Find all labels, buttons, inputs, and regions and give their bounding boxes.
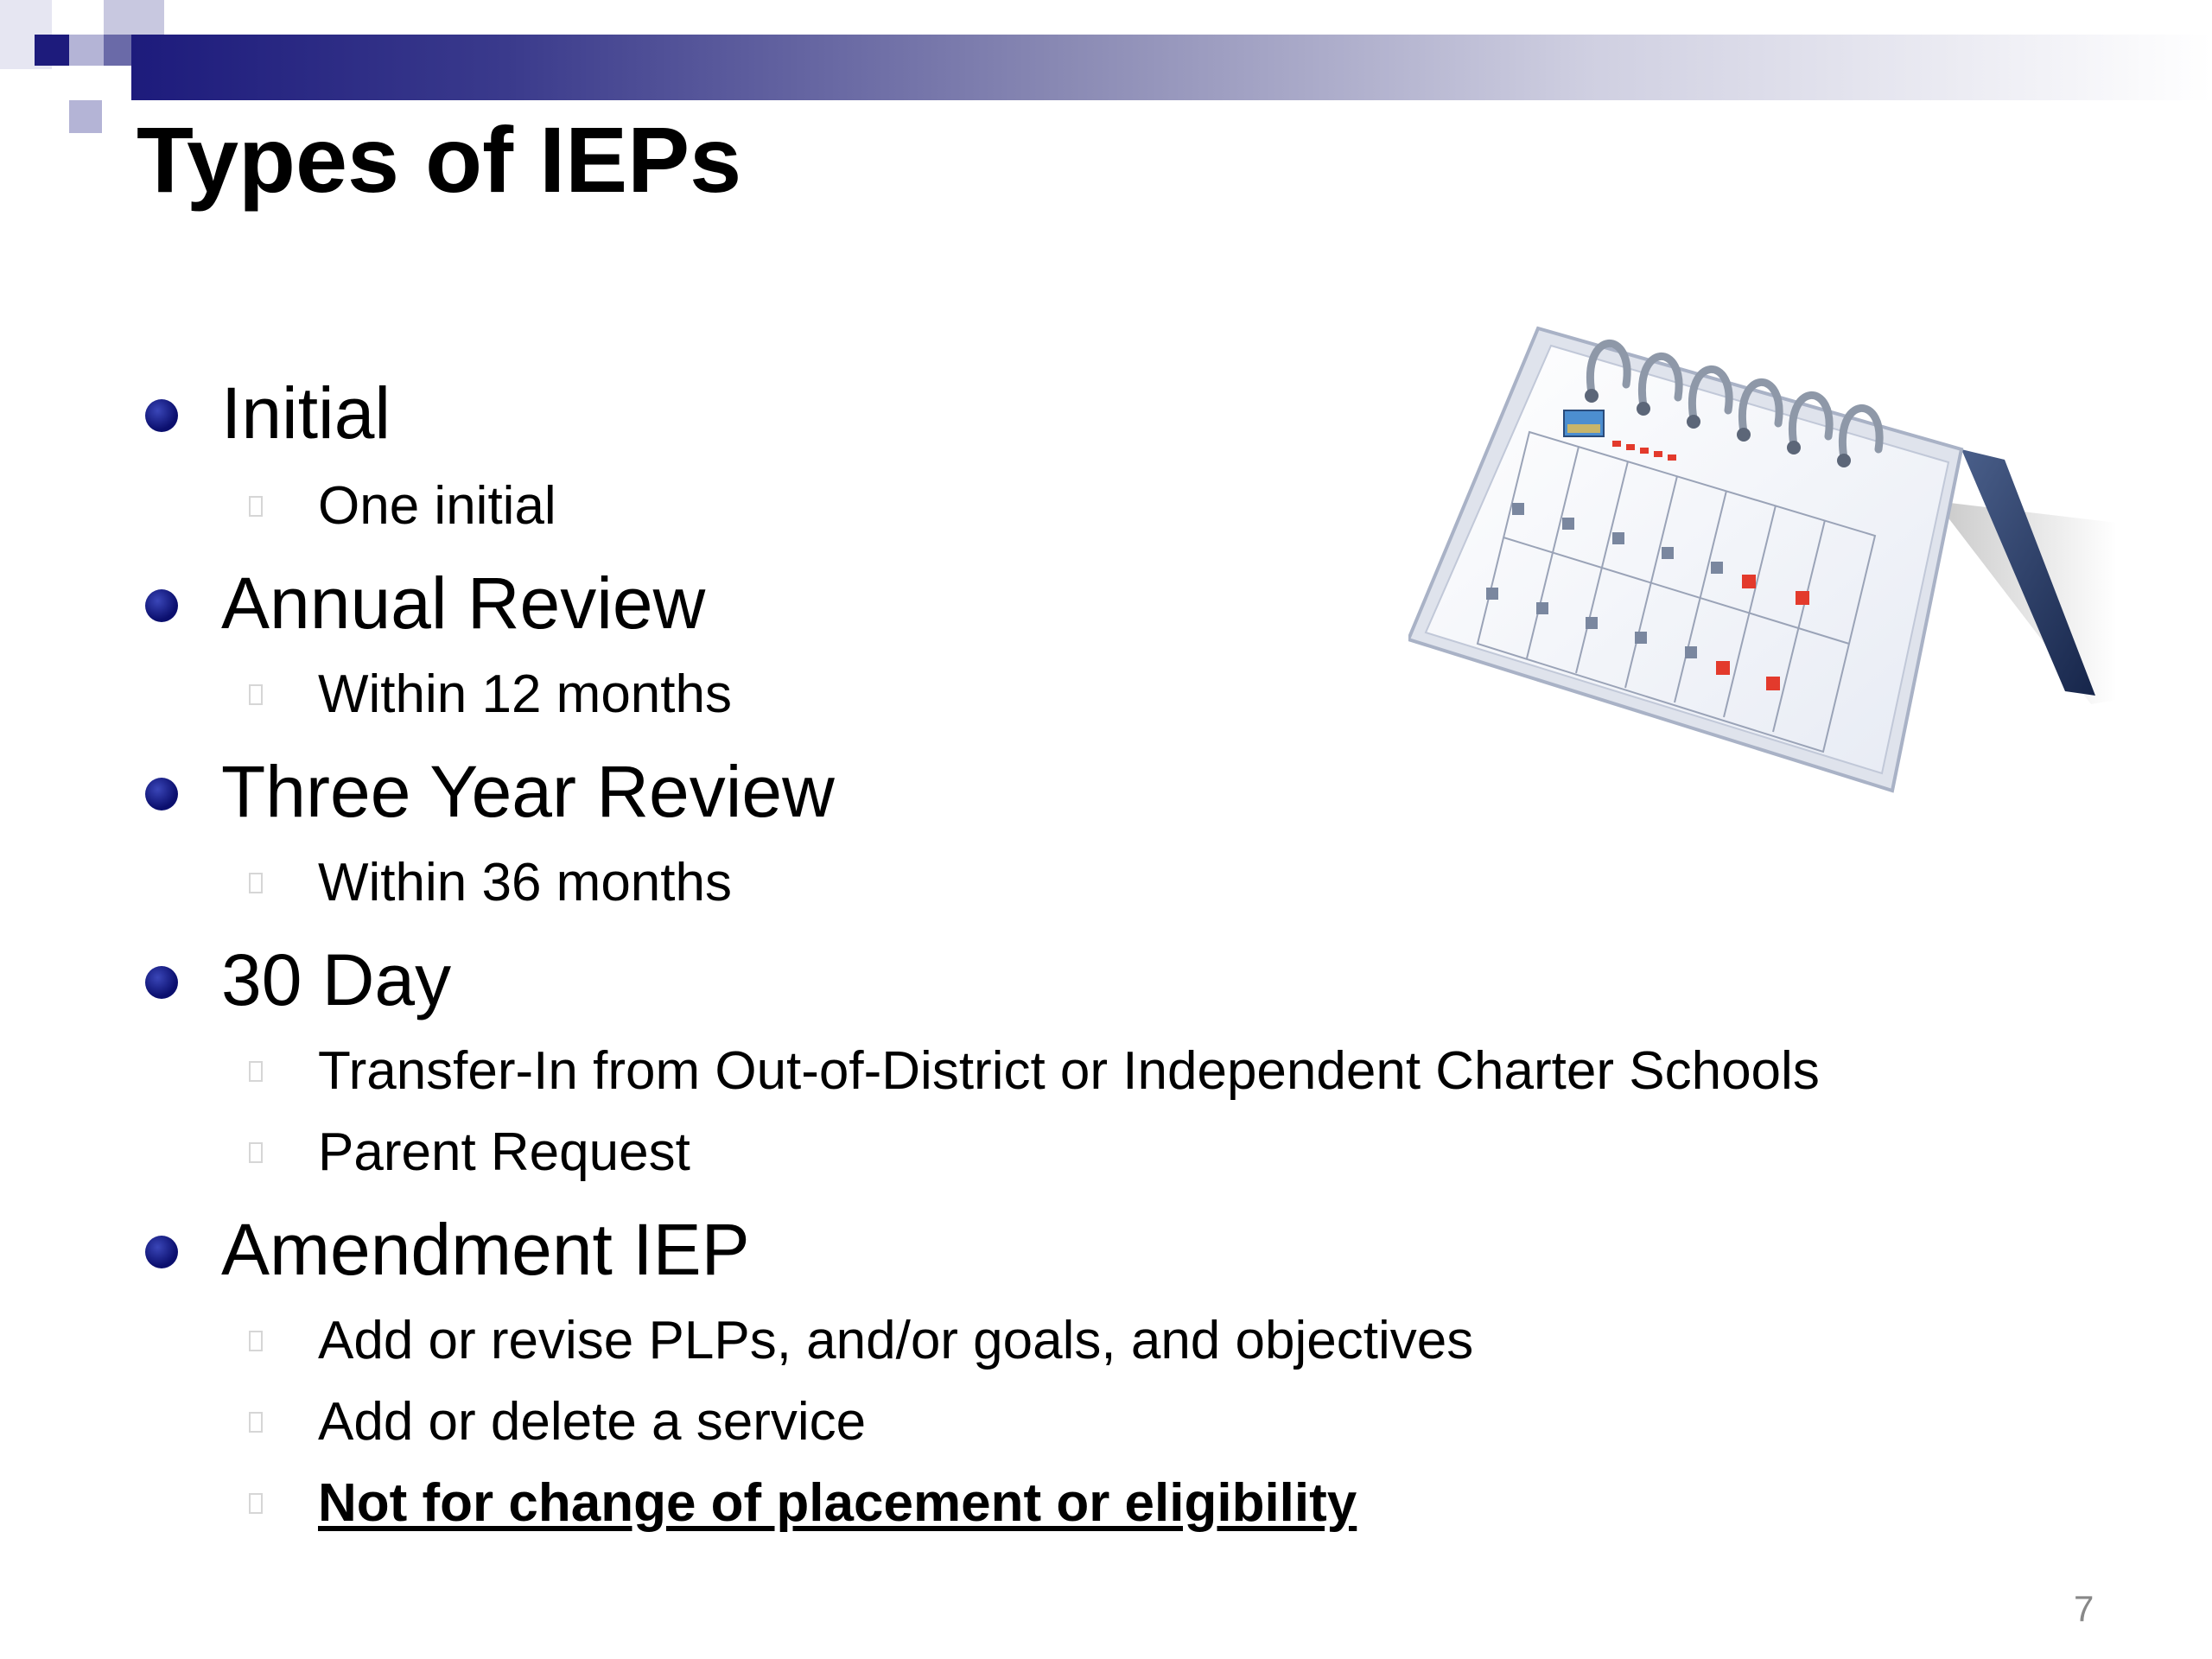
sub-bullet-icon bbox=[249, 873, 263, 893]
list-item-amendment-iep bbox=[0, 1206, 2212, 1293]
slide-title: Types of IEPs bbox=[137, 107, 742, 212]
list-item-label: Initial bbox=[221, 372, 391, 454]
deco-square bbox=[104, 0, 164, 35]
title-gradient-bar bbox=[131, 35, 2212, 100]
sub-item bbox=[0, 1039, 2212, 1108]
sub-item bbox=[0, 850, 2212, 919]
sub-bullet-icon bbox=[249, 1061, 263, 1082]
calendar-icon bbox=[1408, 311, 2126, 804]
list-item-label: Amendment IEP bbox=[221, 1209, 750, 1290]
deco-square bbox=[35, 35, 69, 66]
sub-item bbox=[0, 1471, 2212, 1540]
sub-item-text: One initial bbox=[318, 476, 556, 536]
deco-square bbox=[69, 100, 102, 133]
sub-item-text: Within 36 months bbox=[318, 853, 732, 912]
sub-item-text-emphasis: Not for change of placement or eligibility bbox=[318, 1473, 1357, 1533]
list-item-label: 30 Day bbox=[221, 939, 452, 1020]
sub-bullet-icon bbox=[249, 1412, 263, 1433]
sub-item bbox=[0, 1308, 2212, 1377]
sub-item-text: Add or delete a service bbox=[318, 1392, 867, 1452]
list-item-30-day bbox=[0, 937, 2212, 1023]
sub-item-text: Add or revise PLPs, and/or goals, and objectives bbox=[318, 1311, 1474, 1370]
page-number: 7 bbox=[2074, 1588, 2094, 1629]
sub-item-text: Parent Request bbox=[318, 1122, 690, 1182]
sub-item-text: Transfer-In from Out-of-District or Independent Charter Schools bbox=[318, 1041, 1820, 1101]
sub-bullet-icon bbox=[249, 496, 263, 517]
list-item-label: Annual Review bbox=[221, 563, 706, 644]
sub-bullet-icon bbox=[249, 1331, 263, 1351]
sub-bullet-icon bbox=[249, 684, 263, 705]
sub-item bbox=[0, 1120, 2212, 1189]
bullet-icon bbox=[145, 966, 178, 999]
bullet-icon bbox=[145, 1236, 178, 1268]
sub-item bbox=[0, 1389, 2212, 1459]
sub-bullet-icon bbox=[249, 1142, 263, 1163]
bullet-icon bbox=[145, 399, 178, 432]
sub-item-text: Within 12 months bbox=[318, 664, 732, 724]
bullet-icon bbox=[145, 589, 178, 622]
deco-square bbox=[69, 35, 104, 66]
list-item-label: Three Year Review bbox=[221, 751, 835, 832]
bullet-icon bbox=[145, 778, 178, 810]
sub-bullet-icon bbox=[249, 1493, 263, 1514]
